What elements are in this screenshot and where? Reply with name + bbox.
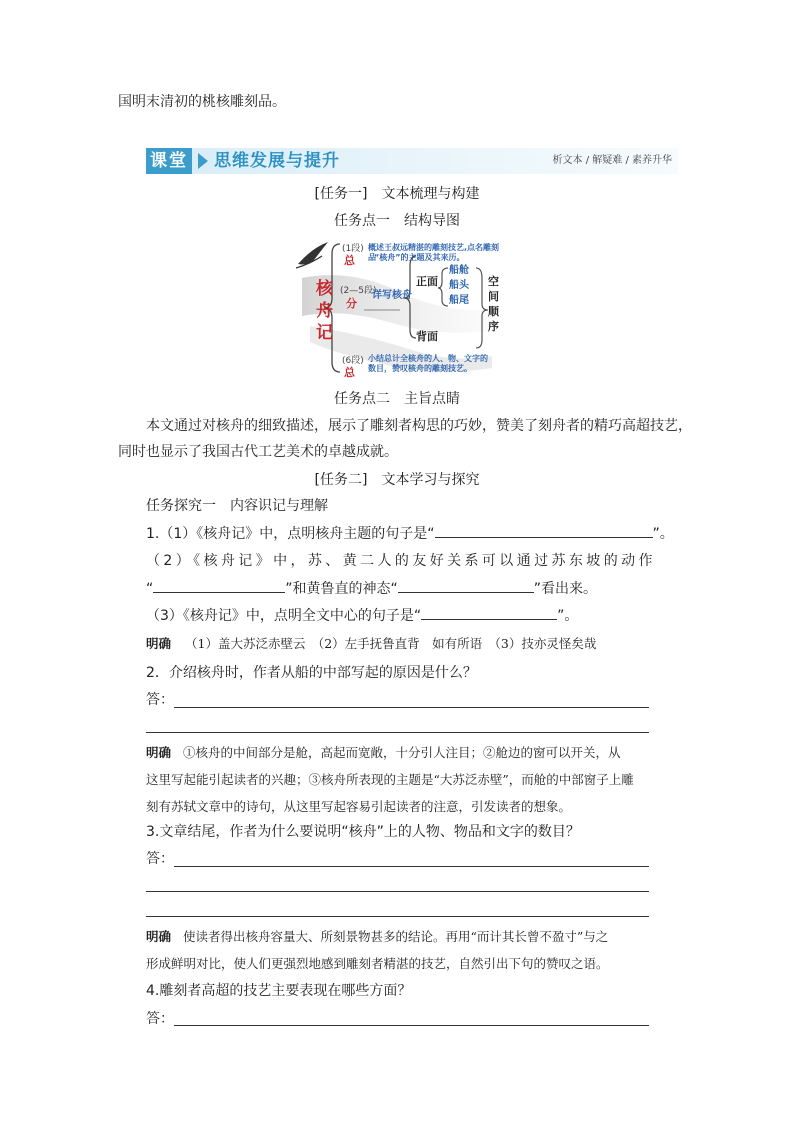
summary-line-1: 本文通过对核舟的细致描述，展示了雕刻者构思的巧妙，赞美了刻舟者的精巧高超技艺， <box>146 418 692 434</box>
answer-3-line2: 形成鲜明对比，使人们更强烈地感到雕刻者精湛的技艺，自然引出下句的赞叹之语。 <box>146 956 609 971</box>
q2-answer-line[interactable] <box>174 707 649 708</box>
answer-label: 明确 <box>146 929 172 944</box>
question-3: 3.文章结尾，作者为什么要说明“核舟”上的人物、物品和文字的数目？ <box>146 824 580 840</box>
task1-heading: [任务一] 文本梳理与构建 <box>314 186 480 202</box>
diagram-title <box>316 278 336 344</box>
sec3-text-2: 数目，赞叹核舟的雕刻技艺。 <box>368 364 472 373</box>
q1-3-text: （3）《核舟记》中，点明全文中心的句子是“ <box>146 608 422 624</box>
answer-2-line3: 刻有苏轼文章中的诗句，从这里写起容易引起读者的注意，引发读者的想象。 <box>146 799 572 814</box>
answer-3-line1 <box>146 927 608 947</box>
title-char: 记 <box>316 323 333 343</box>
arrow-right-icon <box>198 153 208 169</box>
order-label <box>488 274 499 334</box>
banner-tag: 课堂 <box>146 148 192 174</box>
q1-1-text: 1.（1）《核舟记》中，点明核舟主题的句子是“ <box>146 526 435 542</box>
sec3-tag: 总 <box>344 366 355 379</box>
task1-point2: 任务点二 主旨点睛 <box>334 391 460 407</box>
q1-2-mid: ”和黄鲁直的神态“ <box>285 581 398 597</box>
part-item: 船头 <box>449 280 469 291</box>
order-char: 顺 <box>488 305 499 318</box>
q2-answer-line[interactable] <box>146 732 649 733</box>
q3-answer-line[interactable] <box>146 891 649 892</box>
front-label: 正面 <box>416 275 438 288</box>
task1-point1: 任务点一 结构导图 <box>334 213 460 229</box>
q1-3-blank[interactable] <box>421 605 557 620</box>
q1-2-line2 <box>146 578 597 599</box>
sec3-text-1: 小结总计全核舟的人、物、文字的 <box>368 354 488 363</box>
order-char: 序 <box>488 320 499 333</box>
q1-2-close: ”看出来。 <box>533 581 598 597</box>
q1-1 <box>146 523 674 544</box>
title-char: 核 <box>316 279 333 299</box>
order-char: 空 <box>488 275 499 288</box>
sec2-text: 详写核舟 <box>372 290 412 301</box>
q3-answer-prompt: 答： <box>146 851 174 867</box>
q1-2-line1: （2）《核舟记》中，苏、黄二人的友好关系可以通过苏东坡的动作 <box>146 553 656 569</box>
answer-1-text: （1）盖大苏泛赤壁云 （2）左手抚鲁直背 如有所语 （3）技亦灵怪矣哉 <box>185 636 597 651</box>
title-char: 舟 <box>316 301 333 321</box>
question-2: 2．介绍核舟时，作者从船的中部写起的原因是什么？ <box>146 665 477 681</box>
q1-1-blank[interactable] <box>435 523 653 538</box>
answer-2-line2: 这里写起能引起读者的兴趣；③核舟所表现的主题是“大苏泛赤壁”，而舱的中部窗子上雕 <box>146 772 634 787</box>
q3-answer-line[interactable] <box>146 916 649 917</box>
question-4: 4.雕刻者高超的技艺主要表现在哪些方面？ <box>146 983 412 999</box>
back-label: 背面 <box>416 330 438 343</box>
answer-2-text: ①核舟的中间部分是舱，高起而宽敞，十分引人注目；②舱边的窗可以开关，从 <box>183 745 621 760</box>
q1-2-blank-expression[interactable] <box>398 578 534 593</box>
part-item: 船舱 <box>449 265 469 276</box>
parts-list <box>449 263 469 308</box>
structure-diagram <box>292 238 504 380</box>
answer-1 <box>146 634 596 654</box>
answer-2-line1 <box>146 743 621 763</box>
part-item: 船尾 <box>449 295 469 306</box>
q1-1-close: ”。 <box>652 526 674 542</box>
q4-answer-prompt: 答： <box>146 1011 174 1027</box>
banner-subtitle: 析文本 / 解疑难 / 素养升华 <box>552 155 672 166</box>
sec1-tag: 总 <box>344 254 355 267</box>
banner-title: 思维发展与提升 <box>214 151 340 171</box>
q1-2-open: “ <box>146 581 154 597</box>
q1-2-blank-action[interactable] <box>153 578 285 593</box>
q3-answer-line[interactable] <box>174 866 649 867</box>
answer-label: 明确 <box>146 636 172 651</box>
sec1-label: (1段) <box>342 244 364 254</box>
intro-line: 国明末清初的桃核雕刻品。 <box>118 94 286 110</box>
sec2-tag: 分 <box>346 297 357 310</box>
summary-line-2: 同时也显示了我国古代工艺美术的卓越成就。 <box>118 444 398 460</box>
sec1-text-1: 概述王叔远精湛的雕刻技艺,点名雕刻品 <box>368 243 500 262</box>
sec3-label: (6段) <box>342 356 364 366</box>
q1-3-close: ”。 <box>557 608 579 624</box>
sec2-label: (2—5段) <box>340 286 377 296</box>
q4-answer-line[interactable] <box>174 1025 649 1026</box>
answer-label: 明确 <box>146 745 172 760</box>
q1-3 <box>146 605 578 626</box>
sec1-text-2: “核舟”的主题及其来历。 <box>374 253 465 262</box>
explore1-heading: 任务探究一 内容识记与理解 <box>146 498 328 514</box>
answer-3-text: 使读者得出核舟容量大、所刻景物甚多的结论。再用“而计其长曾不盈寸”与之 <box>183 929 609 944</box>
task2-heading: [任务二] 文本学习与探究 <box>314 472 480 488</box>
section-banner <box>146 148 678 174</box>
q2-answer-prompt: 答： <box>146 692 174 708</box>
order-char: 间 <box>488 290 499 303</box>
